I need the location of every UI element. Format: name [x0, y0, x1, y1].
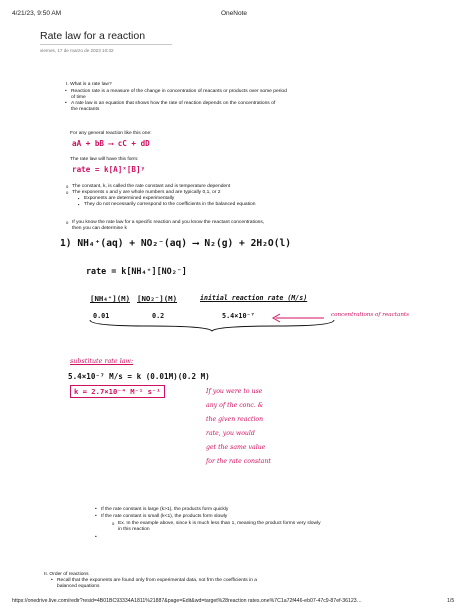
page-title[interactable]: Rate law for a reaction [40, 30, 146, 42]
list-item: • If the rate constant is small (k<1), the products form slowly [101, 514, 341, 520]
col-2-header: [NO₂⁻](M) [137, 294, 178, 303]
general-reaction-text: For any general reaction like this one: [70, 131, 152, 136]
list-item: o The exponents x and y are whole numbers and are typically 0,1, or 2 [72, 190, 302, 196]
side-note-line: the given reaction [206, 416, 264, 423]
rate-law-equation: rate = k[A]ˣ[B]ʸ [72, 165, 146, 174]
side-note-line: for the rate constant [206, 458, 271, 465]
list-item: ▪ Exponents are determined experimentally [84, 196, 304, 202]
handwritten-reaction: 1) NH₄⁺(aq) + NO₂⁻(aq) ⟶ N₂(g) + 2H₂O(l) [60, 238, 292, 249]
title-underline [40, 44, 172, 45]
section-1-heading: I. What is a rate law? [66, 82, 112, 87]
col-3-header: initial reaction rate (M/s) [200, 294, 308, 302]
col-1-header: [NH₄⁺](M) [90, 294, 131, 303]
substitute-label: substitute rate law: [70, 357, 134, 365]
side-note-line: any of the conc. & [206, 402, 264, 409]
list-item: • A rate law is an equation that shows how the rate of reaction depends on the concentrations of the reactants [71, 101, 276, 113]
arrow-note: concentrations of reactants [331, 312, 410, 318]
print-app-name: OneNote [221, 10, 248, 17]
page-date: viernes, 17 de marzo de 2023 10:32 [40, 48, 114, 53]
print-timestamp: 4/21/23, 9:50 AM [12, 10, 62, 17]
section-2-heading: II. Order of reactions [44, 572, 89, 577]
general-reaction-equation: aA + bB ⟶ cC + dD [72, 139, 150, 148]
col-3-value: 5.4×10⁻⁷ [222, 312, 255, 320]
k-result: k = 2.7×10⁻⁴ M⁻¹ s⁻¹ [70, 385, 165, 398]
col-2-value: 0.2 [152, 312, 165, 320]
print-url[interactable]: https://onedrive.live.com/redir?resid=4B01BC93334A1811%21887&page=Edit&wd=target%28reaction rates.one%7C1a72f446-eb07-47c9-87ef-36123… [12, 598, 362, 604]
side-note-line: get the same value [206, 444, 266, 451]
side-note-line: rate, you would [206, 430, 255, 437]
substitution-equation: 5.4×10⁻⁷ M/s = k (0.01M)(0.2 M) [68, 372, 210, 381]
col-1-value: 0.01 [93, 312, 110, 320]
list-item: • If the rate constant is large (k>1), the products form quickly [101, 507, 341, 513]
list-item: • Reaction rate is a measure of the change in concentration of reacants or products over some period of time [71, 89, 291, 101]
list-item: o If you know the rate law for a specific reaction and you know the reactant concentrations, then you can determine k [72, 220, 272, 232]
rate-law-form-text: The rate law will have this form: [70, 157, 139, 162]
handwritten-arrow [270, 313, 326, 323]
list-item: ▪ They do not necessarily correspond to the coefficients in the balanced equation [84, 202, 264, 208]
handwritten-rate-expression: rate = k[NH₄⁺][NO₂⁻] [86, 266, 187, 276]
list-item: o The constant, k, is called the rate constant and is temperature dependent [72, 184, 302, 190]
print-page-number: 1/5 [447, 598, 455, 604]
side-note-line: If you were to use [206, 388, 263, 395]
list-item: o Ex. In the example above, since k is much less than 1, meaning the product forms very slowly in this reaction [118, 521, 323, 533]
list-item: • Recall that the exponents are found only from experimental data, not frm the coefficients in a balanced equations [57, 578, 272, 590]
